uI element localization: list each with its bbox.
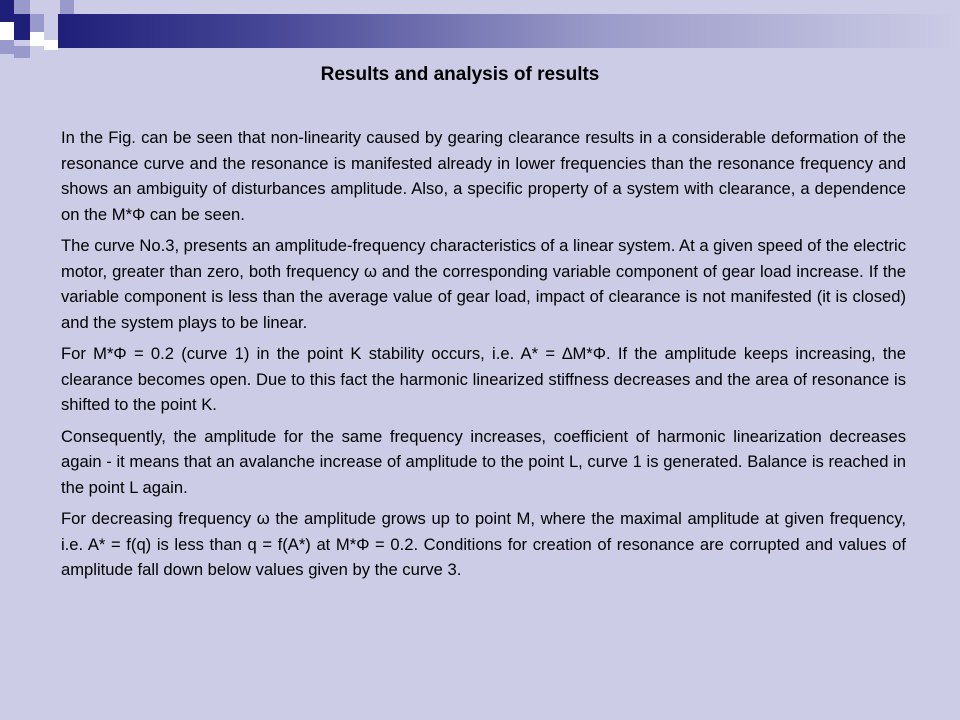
decor-square-white-2 [30,32,44,46]
decor-square-lavender-4 [60,0,74,14]
paragraph-4: Consequently, the amplitude for the same frequency increases, coefficient of harmonic linearization decreases again - it means that an avalanche increase of amplitude to the point L, curve 1 is generated. Balance is reached in the point L again. [61,426,906,497]
decor-square-lavender-3 [30,14,44,32]
paragraph-1: In the Fig. can be seen that non-linearity caused by gearing clearance results in a considerable deformation of the resonance curve and the resonance is manifested already in lower frequencies than the resonance frequency and shows an ambiguity of disturbances amplitude. Also, a specific property of a system with clearance, a dependence on the M*Φ can be seen. [61,128,906,224]
decor-square-lavender-1 [14,0,30,14]
decor-square-white-1 [0,22,14,40]
decor-square-lavender-5 [14,46,30,58]
header-gradient-bar [58,14,960,48]
paragraph-5: For decreasing frequency ω the amplitude grows up to point M, where the maximal amplitude at given frequency, i.e. A* = f(q) is less than q = f(A*) at M*Φ = 0.2. Conditions for creation of resonance are corrupted and values of amplitude fall down below values given by the curve 3. [61,509,906,579]
decor-square-navy-2 [14,14,30,40]
paragraph-3: For M*Φ = 0.2 (curve 1) in the point K stability occurs, i.e. A* = ∆M*Φ. If the amplitude keeps increasing, the clearance becomes open. Due to this fact the harmonic linearized stiffness decreases and the area of resonance is shifted to the point K. [61,344,906,414]
decor-square-navy-1 [0,0,14,22]
decor-square-lavender-2 [0,40,14,54]
slide-title: Results and analysis of results [320,64,600,85]
paragraph-2: The curve No.3, presents an amplitude-frequency characteristics of a linear system. At a given speed of the electric motor, greater than zero, both frequency ω and the corresponding variable component of gear load increase. If the variable component is less than the average value of gear load, impact of clearance is not manifested (it is closed) and the system plays to be linear. [61,236,906,332]
decor-square-white-3 [44,40,58,50]
slide-body [61,125,906,589]
